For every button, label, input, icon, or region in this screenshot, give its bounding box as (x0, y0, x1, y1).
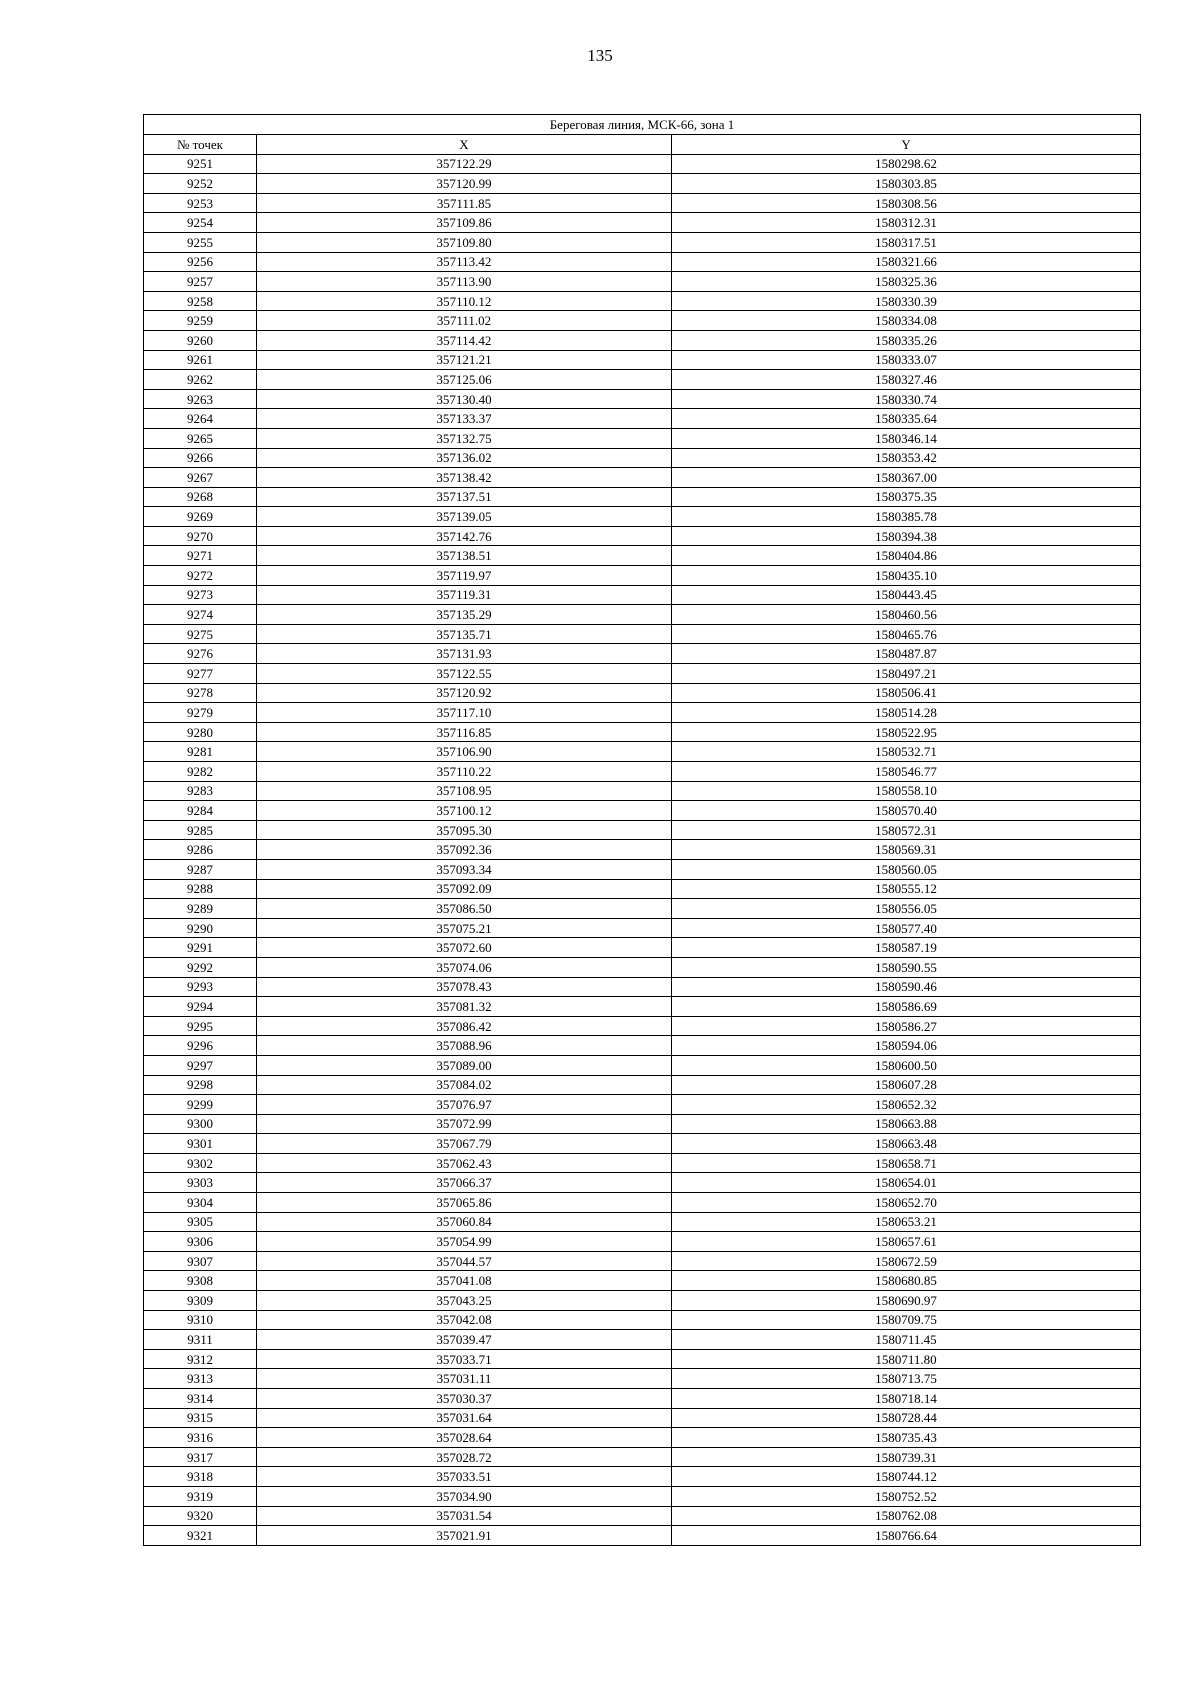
cell-point-number: 9313 (144, 1369, 257, 1389)
cell-x: 357136.02 (257, 448, 672, 468)
cell-point-number: 9285 (144, 820, 257, 840)
cell-x: 357138.51 (257, 546, 672, 566)
cell-point-number: 9298 (144, 1075, 257, 1095)
cell-x: 357113.90 (257, 272, 672, 292)
cell-point-number: 9278 (144, 683, 257, 703)
table-row (144, 272, 1141, 292)
cell-x: 357043.25 (257, 1291, 672, 1311)
table-row (144, 1467, 1141, 1487)
table-row (144, 1193, 1141, 1213)
table-row (144, 1232, 1141, 1252)
table-row (144, 1369, 1141, 1389)
cell-x: 357089.00 (257, 1055, 672, 1075)
cell-y: 1580560.05 (672, 859, 1141, 879)
table-row (144, 605, 1141, 625)
cell-x: 357120.99 (257, 174, 672, 194)
cell-y: 1580607.28 (672, 1075, 1141, 1095)
cell-y: 1580680.85 (672, 1271, 1141, 1291)
cell-y: 1580739.31 (672, 1447, 1141, 1467)
cell-y: 1580766.64 (672, 1526, 1141, 1546)
table-row (144, 1173, 1141, 1193)
cell-y: 1580672.59 (672, 1251, 1141, 1271)
cell-x: 357137.51 (257, 487, 672, 507)
table-row (144, 468, 1141, 488)
cell-point-number: 9290 (144, 918, 257, 938)
cell-x: 357060.84 (257, 1212, 672, 1232)
table-row (144, 487, 1141, 507)
table-row (144, 585, 1141, 605)
table-row (144, 1310, 1141, 1330)
cell-y: 1580711.80 (672, 1349, 1141, 1369)
cell-y: 1580335.64 (672, 409, 1141, 429)
cell-y: 1580514.28 (672, 703, 1141, 723)
cell-point-number: 9273 (144, 585, 257, 605)
cell-point-number: 9265 (144, 428, 257, 448)
cell-x: 357121.21 (257, 350, 672, 370)
table-row (144, 311, 1141, 331)
cell-y: 1580594.06 (672, 1036, 1141, 1056)
cell-point-number: 9255 (144, 232, 257, 252)
table-row (144, 664, 1141, 684)
table-row (144, 428, 1141, 448)
cell-point-number: 9287 (144, 859, 257, 879)
cell-point-number: 9291 (144, 938, 257, 958)
cell-point-number: 9320 (144, 1506, 257, 1526)
cell-x: 357133.37 (257, 409, 672, 429)
cell-x: 357122.55 (257, 664, 672, 684)
cell-y: 1580570.40 (672, 801, 1141, 821)
cell-y: 1580465.76 (672, 624, 1141, 644)
cell-x: 357033.51 (257, 1467, 672, 1487)
cell-x: 357131.93 (257, 644, 672, 664)
cell-point-number: 9303 (144, 1173, 257, 1193)
cell-x: 357113.42 (257, 252, 672, 272)
cell-x: 357109.80 (257, 232, 672, 252)
cell-y: 1580658.71 (672, 1153, 1141, 1173)
table-row (144, 448, 1141, 468)
cell-x: 357130.40 (257, 389, 672, 409)
cell-y: 1580713.75 (672, 1369, 1141, 1389)
table-row (144, 1428, 1141, 1448)
cell-point-number: 9300 (144, 1114, 257, 1134)
cell-y: 1580653.21 (672, 1212, 1141, 1232)
cell-point-number: 9282 (144, 762, 257, 782)
cell-y: 1580587.19 (672, 938, 1141, 958)
cell-x: 357109.86 (257, 213, 672, 233)
cell-point-number: 9295 (144, 1016, 257, 1036)
table-row (144, 1212, 1141, 1232)
cell-y: 1580762.08 (672, 1506, 1141, 1526)
cell-x: 357065.86 (257, 1193, 672, 1213)
table-row (144, 546, 1141, 566)
cell-y: 1580443.45 (672, 585, 1141, 605)
header-x: X (257, 135, 672, 155)
table-row (144, 370, 1141, 390)
cell-point-number: 9316 (144, 1428, 257, 1448)
table-row (144, 997, 1141, 1017)
cell-point-number: 9310 (144, 1310, 257, 1330)
table-body (144, 154, 1141, 1545)
cell-point-number: 9272 (144, 566, 257, 586)
cell-x: 357110.22 (257, 762, 672, 782)
cell-y: 1580325.36 (672, 272, 1141, 292)
cell-point-number: 9286 (144, 840, 257, 860)
cell-point-number: 9307 (144, 1251, 257, 1271)
cell-x: 357120.92 (257, 683, 672, 703)
cell-point-number: 9280 (144, 722, 257, 742)
cell-point-number: 9256 (144, 252, 257, 272)
cell-x: 357041.08 (257, 1271, 672, 1291)
cell-y: 1580353.42 (672, 448, 1141, 468)
cell-point-number: 9258 (144, 291, 257, 311)
cell-y: 1580506.41 (672, 683, 1141, 703)
cell-y: 1580404.86 (672, 546, 1141, 566)
table-row (144, 1330, 1141, 1350)
cell-x: 357088.96 (257, 1036, 672, 1056)
cell-y: 1580654.01 (672, 1173, 1141, 1193)
cell-point-number: 9261 (144, 350, 257, 370)
cell-x: 357039.47 (257, 1330, 672, 1350)
table-row (144, 938, 1141, 958)
table-row (144, 566, 1141, 586)
cell-y: 1580546.77 (672, 762, 1141, 782)
cell-point-number: 9299 (144, 1095, 257, 1115)
table-row (144, 1075, 1141, 1095)
cell-point-number: 9252 (144, 174, 257, 194)
cell-x: 357114.42 (257, 330, 672, 350)
cell-x: 357074.06 (257, 957, 672, 977)
cell-point-number: 9277 (144, 664, 257, 684)
cell-x: 357125.06 (257, 370, 672, 390)
cell-y: 1580487.87 (672, 644, 1141, 664)
cell-x: 357122.29 (257, 154, 672, 174)
cell-point-number: 9279 (144, 703, 257, 723)
table-row (144, 683, 1141, 703)
cell-x: 357066.37 (257, 1173, 672, 1193)
table-row (144, 879, 1141, 899)
cell-x: 357062.43 (257, 1153, 672, 1173)
cell-x: 357106.90 (257, 742, 672, 762)
cell-point-number: 9271 (144, 546, 257, 566)
cell-point-number: 9321 (144, 1526, 257, 1546)
table-row (144, 742, 1141, 762)
table-row (144, 154, 1141, 174)
cell-point-number: 9308 (144, 1271, 257, 1291)
table-row (144, 1349, 1141, 1369)
cell-y: 1580375.35 (672, 487, 1141, 507)
cell-y: 1580590.55 (672, 957, 1141, 977)
cell-point-number: 9293 (144, 977, 257, 997)
cell-y: 1580735.43 (672, 1428, 1141, 1448)
cell-y: 1580586.27 (672, 1016, 1141, 1036)
cell-y: 1580522.95 (672, 722, 1141, 742)
cell-point-number: 9297 (144, 1055, 257, 1075)
cell-x: 357072.99 (257, 1114, 672, 1134)
table-row (144, 213, 1141, 233)
cell-x: 357132.75 (257, 428, 672, 448)
cell-x: 357093.34 (257, 859, 672, 879)
cell-point-number: 9270 (144, 526, 257, 546)
cell-x: 357108.95 (257, 781, 672, 801)
cell-y: 1580330.39 (672, 291, 1141, 311)
table-row (144, 762, 1141, 782)
table-row (144, 1134, 1141, 1154)
cell-point-number: 9264 (144, 409, 257, 429)
cell-point-number: 9301 (144, 1134, 257, 1154)
page-number: 135 (587, 46, 613, 65)
table-row (144, 1036, 1141, 1056)
cell-x: 357031.54 (257, 1506, 672, 1526)
table-row (144, 801, 1141, 821)
cell-y: 1580346.14 (672, 428, 1141, 448)
cell-point-number: 9312 (144, 1349, 257, 1369)
cell-x: 357042.08 (257, 1310, 672, 1330)
cell-y: 1580652.32 (672, 1095, 1141, 1115)
cell-point-number: 9266 (144, 448, 257, 468)
cell-x: 357067.79 (257, 1134, 672, 1154)
cell-y: 1580334.08 (672, 311, 1141, 331)
cell-point-number: 9314 (144, 1389, 257, 1409)
table-row (144, 1055, 1141, 1075)
cell-y: 1580335.26 (672, 330, 1141, 350)
cell-point-number: 9260 (144, 330, 257, 350)
table-row (144, 624, 1141, 644)
table-row (144, 389, 1141, 409)
cell-point-number: 9263 (144, 389, 257, 409)
table-row (144, 193, 1141, 213)
cell-y: 1580657.61 (672, 1232, 1141, 1252)
table-row (144, 330, 1141, 350)
coordinates-table (143, 114, 1141, 1546)
table-row (144, 840, 1141, 860)
cell-x: 357028.64 (257, 1428, 672, 1448)
cell-y: 1580497.21 (672, 664, 1141, 684)
cell-point-number: 9306 (144, 1232, 257, 1252)
cell-point-number: 9317 (144, 1447, 257, 1467)
cell-x: 357034.90 (257, 1486, 672, 1506)
cell-x: 357084.02 (257, 1075, 672, 1095)
cell-x: 357054.99 (257, 1232, 672, 1252)
table-row (144, 918, 1141, 938)
cell-y: 1580321.66 (672, 252, 1141, 272)
cell-y: 1580600.50 (672, 1055, 1141, 1075)
cell-y: 1580435.10 (672, 566, 1141, 586)
cell-point-number: 9315 (144, 1408, 257, 1428)
cell-point-number: 9296 (144, 1036, 257, 1056)
cell-point-number: 9289 (144, 899, 257, 919)
cell-y: 1580327.46 (672, 370, 1141, 390)
table-row (144, 703, 1141, 723)
cell-y: 1580690.97 (672, 1291, 1141, 1311)
table-caption: Береговая линия, МСК-66, зона 1 (144, 115, 1141, 135)
cell-x: 357028.72 (257, 1447, 672, 1467)
cell-x: 357110.12 (257, 291, 672, 311)
table-row (144, 507, 1141, 527)
cell-y: 1580590.46 (672, 977, 1141, 997)
cell-y: 1580555.12 (672, 879, 1141, 899)
header-point-number: № точек (144, 135, 257, 155)
cell-y: 1580460.56 (672, 605, 1141, 625)
table-row (144, 859, 1141, 879)
cell-x: 357044.57 (257, 1251, 672, 1271)
cell-point-number: 9262 (144, 370, 257, 390)
cell-x: 357138.42 (257, 468, 672, 488)
cell-x: 357078.43 (257, 977, 672, 997)
cell-x: 357116.85 (257, 722, 672, 742)
cell-x: 357092.09 (257, 879, 672, 899)
cell-y: 1580663.48 (672, 1134, 1141, 1154)
cell-y: 1580556.05 (672, 899, 1141, 919)
cell-y: 1580709.75 (672, 1310, 1141, 1330)
cell-x: 357092.36 (257, 840, 672, 860)
table-row (144, 1486, 1141, 1506)
cell-y: 1580577.40 (672, 918, 1141, 938)
cell-x: 357086.50 (257, 899, 672, 919)
cell-y: 1580572.31 (672, 820, 1141, 840)
table-row (144, 1408, 1141, 1428)
table-row (144, 232, 1141, 252)
cell-point-number: 9259 (144, 311, 257, 331)
cell-x: 357119.97 (257, 566, 672, 586)
table-row (144, 1095, 1141, 1115)
cell-x: 357119.31 (257, 585, 672, 605)
cell-x: 357117.10 (257, 703, 672, 723)
cell-point-number: 9304 (144, 1193, 257, 1213)
cell-y: 1580308.56 (672, 193, 1141, 213)
table-row (144, 1526, 1141, 1546)
table-row (144, 722, 1141, 742)
cell-x: 357135.71 (257, 624, 672, 644)
cell-y: 1580312.31 (672, 213, 1141, 233)
cell-x: 357135.29 (257, 605, 672, 625)
table-row (144, 1271, 1141, 1291)
cell-x: 357021.91 (257, 1526, 672, 1546)
cell-point-number: 9253 (144, 193, 257, 213)
table-row (144, 1447, 1141, 1467)
cell-y: 1580718.14 (672, 1389, 1141, 1409)
cell-point-number: 9309 (144, 1291, 257, 1311)
cell-x: 357030.37 (257, 1389, 672, 1409)
cell-point-number: 9276 (144, 644, 257, 664)
cell-point-number: 9319 (144, 1486, 257, 1506)
cell-y: 1580586.69 (672, 997, 1141, 1017)
cell-y: 1580728.44 (672, 1408, 1141, 1428)
cell-y: 1580317.51 (672, 232, 1141, 252)
cell-y: 1580298.62 (672, 154, 1141, 174)
table-row (144, 350, 1141, 370)
cell-x: 357072.60 (257, 938, 672, 958)
cell-point-number: 9318 (144, 1467, 257, 1487)
cell-point-number: 9251 (144, 154, 257, 174)
table-row (144, 1251, 1141, 1271)
cell-y: 1580385.78 (672, 507, 1141, 527)
cell-x: 357076.97 (257, 1095, 672, 1115)
cell-x: 357139.05 (257, 507, 672, 527)
table-row (144, 644, 1141, 664)
table-row (144, 174, 1141, 194)
cell-point-number: 9283 (144, 781, 257, 801)
table-row (144, 1506, 1141, 1526)
cell-point-number: 9294 (144, 997, 257, 1017)
table-row (144, 1389, 1141, 1409)
header-y: Y (672, 135, 1141, 155)
cell-y: 1580744.12 (672, 1467, 1141, 1487)
table-row (144, 1291, 1141, 1311)
cell-y: 1580303.85 (672, 174, 1141, 194)
cell-point-number: 9288 (144, 879, 257, 899)
cell-x: 357111.85 (257, 193, 672, 213)
cell-x: 357033.71 (257, 1349, 672, 1369)
table-caption-row (144, 115, 1141, 135)
table-row (144, 291, 1141, 311)
cell-y: 1580663.88 (672, 1114, 1141, 1134)
cell-x: 357095.30 (257, 820, 672, 840)
cell-point-number: 9311 (144, 1330, 257, 1350)
cell-y: 1580330.74 (672, 389, 1141, 409)
cell-point-number: 9281 (144, 742, 257, 762)
cell-y: 1580652.70 (672, 1193, 1141, 1213)
cell-x: 357100.12 (257, 801, 672, 821)
cell-x: 357031.64 (257, 1408, 672, 1428)
cell-y: 1580532.71 (672, 742, 1141, 762)
cell-y: 1580752.52 (672, 1486, 1141, 1506)
table-row (144, 957, 1141, 977)
cell-x: 357075.21 (257, 918, 672, 938)
cell-point-number: 9305 (144, 1212, 257, 1232)
cell-point-number: 9275 (144, 624, 257, 644)
cell-point-number: 9284 (144, 801, 257, 821)
cell-x: 357081.32 (257, 997, 672, 1017)
cell-y: 1580367.00 (672, 468, 1141, 488)
table-row (144, 252, 1141, 272)
cell-point-number: 9292 (144, 957, 257, 977)
table-row (144, 781, 1141, 801)
table-row (144, 409, 1141, 429)
table-row (144, 1016, 1141, 1036)
cell-y: 1580394.38 (672, 526, 1141, 546)
table-row (144, 820, 1141, 840)
table-header-row (144, 135, 1141, 155)
cell-y: 1580558.10 (672, 781, 1141, 801)
table-row (144, 899, 1141, 919)
table-row (144, 1114, 1141, 1134)
table-row (144, 526, 1141, 546)
cell-y: 1580711.45 (672, 1330, 1141, 1350)
cell-point-number: 9267 (144, 468, 257, 488)
cell-point-number: 9274 (144, 605, 257, 625)
cell-x: 357111.02 (257, 311, 672, 331)
cell-x: 357031.11 (257, 1369, 672, 1389)
cell-point-number: 9257 (144, 272, 257, 292)
cell-point-number: 9269 (144, 507, 257, 527)
cell-point-number: 9268 (144, 487, 257, 507)
cell-y: 1580569.31 (672, 840, 1141, 860)
cell-x: 357142.76 (257, 526, 672, 546)
table-row (144, 977, 1141, 997)
cell-x: 357086.42 (257, 1016, 672, 1036)
cell-y: 1580333.07 (672, 350, 1141, 370)
cell-point-number: 9254 (144, 213, 257, 233)
cell-point-number: 9302 (144, 1153, 257, 1173)
table-row (144, 1153, 1141, 1173)
